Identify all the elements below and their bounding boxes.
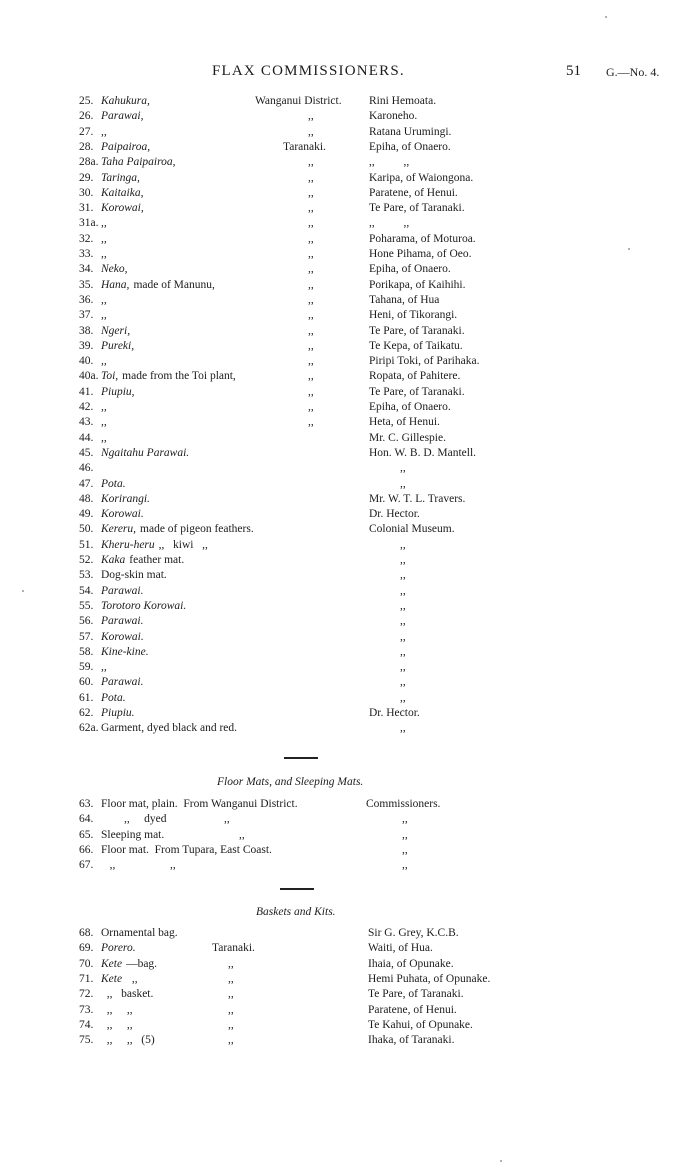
item-number: 53. xyxy=(79,569,94,582)
item-description: made of pigeon feathers. xyxy=(140,523,254,536)
item-number: 32. xyxy=(79,232,94,245)
item-donor: Heni, of Tikorangi. xyxy=(369,309,458,322)
item-donor: ,, ,, xyxy=(369,217,410,230)
item-donor: Heta, of Henui. xyxy=(369,416,440,429)
item-description: Ornamental bag. xyxy=(101,927,178,939)
item-name: ,, xyxy=(101,431,107,444)
item-district: ,, xyxy=(308,339,314,352)
item-name: Torotoro Korowai. xyxy=(101,599,187,612)
item-name: Korowai. xyxy=(101,630,144,643)
item-number: 56. xyxy=(79,615,94,628)
list-item xyxy=(0,957,700,972)
list-item xyxy=(0,568,700,583)
item-number: 36. xyxy=(79,293,94,306)
list-item xyxy=(0,926,700,941)
list-item xyxy=(0,492,700,507)
list-item xyxy=(0,858,700,873)
item-district: ,, xyxy=(228,972,234,985)
item-name: ,, xyxy=(101,416,107,429)
item-district: ,, xyxy=(308,217,314,230)
item-name: ,, xyxy=(101,661,107,674)
list-item xyxy=(0,324,700,339)
item-district: ,, xyxy=(308,385,314,398)
item-description: Floor mat, plain. From Wanganui District. xyxy=(101,798,298,810)
item-number: 27. xyxy=(79,125,94,138)
item-district: ,, xyxy=(308,263,314,276)
item-description: Floor mat. From Tupara, East Coast. xyxy=(101,843,272,856)
list-item xyxy=(0,461,700,476)
item-district: ,, xyxy=(308,401,314,413)
item-name: Pureki, xyxy=(101,339,135,352)
item-number: 26. xyxy=(79,110,94,123)
item-donor: Waiti, of Hua. xyxy=(368,942,433,955)
list-item xyxy=(0,1033,700,1048)
list-item xyxy=(0,446,700,461)
item-name: ,, xyxy=(101,401,107,413)
item-name: Kheru-heru xyxy=(101,538,155,551)
item-description: Garment, dyed black and red. xyxy=(101,722,238,735)
item-name: ,, xyxy=(101,293,107,306)
list-item xyxy=(0,660,700,675)
item-number: 68. xyxy=(79,927,94,939)
list-item xyxy=(0,477,700,492)
list-item xyxy=(0,599,700,614)
item-donor: ,, xyxy=(400,661,406,674)
list-item xyxy=(0,308,700,323)
list-item xyxy=(0,216,700,231)
item-name: Korowai, xyxy=(101,202,144,215)
item-number: 67. xyxy=(79,859,94,872)
item-number: 46. xyxy=(79,462,94,475)
item-number: 59. xyxy=(79,661,94,674)
list-item xyxy=(0,247,700,262)
item-number: 30. xyxy=(79,186,94,199)
section-divider xyxy=(284,757,318,759)
item-donor: Dr. Hector. xyxy=(369,508,420,521)
item-name: Pota. xyxy=(101,691,126,704)
list-item xyxy=(0,109,700,124)
item-donor: Te Pare, of Taranaki. xyxy=(369,202,465,215)
list-item xyxy=(0,94,700,109)
item-description: ,, ,, xyxy=(101,1018,133,1031)
item-district: ,, xyxy=(228,1003,234,1016)
item-donor: Te Pare, of Taranaki. xyxy=(369,324,465,337)
list-item xyxy=(0,538,700,553)
item-district: ,, xyxy=(308,186,314,199)
item-district: ,, xyxy=(308,278,314,291)
item-number: 57. xyxy=(79,630,94,643)
item-description: ,, basket. xyxy=(101,988,154,1001)
item-donor: Paratene, of Henui. xyxy=(369,186,458,199)
item-donor: ,, xyxy=(400,477,406,490)
list-item xyxy=(0,941,700,956)
item-donor: ,, xyxy=(402,813,408,826)
list-item xyxy=(0,201,700,216)
section-divider xyxy=(280,888,314,890)
item-number: 72. xyxy=(79,988,94,1001)
item-name: Kete xyxy=(101,972,123,985)
list-item xyxy=(0,339,700,354)
item-number: 39. xyxy=(79,339,94,352)
item-name: Taringa, xyxy=(101,171,140,184)
list-item xyxy=(0,721,700,736)
item-district: Wanganui District. xyxy=(255,95,342,107)
section-title-baskets: Baskets and Kits. xyxy=(256,906,336,918)
item-donor: Dr. Hector. xyxy=(369,707,420,719)
item-name: Korirangi. xyxy=(101,492,150,505)
list-item xyxy=(0,1003,700,1018)
item-district: ,, xyxy=(308,156,314,169)
item-number: 60. xyxy=(79,676,94,689)
item-donor: ,, xyxy=(402,859,408,872)
item-name: ,, xyxy=(101,125,107,138)
item-name: Ngaitahu Parawai. xyxy=(101,446,190,459)
list-item xyxy=(0,155,700,170)
item-name: Kereru, xyxy=(101,523,137,536)
item-donor: Tahana, of Hua xyxy=(369,293,440,306)
paper-speck xyxy=(628,248,630,250)
item-district: ,, xyxy=(308,370,314,383)
item-number: 75. xyxy=(79,1034,94,1047)
list-item xyxy=(0,232,700,247)
item-name: Piupiu. xyxy=(101,707,135,719)
item-number: 31a. xyxy=(79,217,99,230)
item-district: ,, xyxy=(228,988,234,1001)
item-number: 40a. xyxy=(79,370,99,383)
item-number: 54. xyxy=(79,584,94,597)
item-number: 28. xyxy=(79,140,94,153)
item-donor: Piripi Toki, of Parihaka. xyxy=(369,355,480,368)
list-item xyxy=(0,385,700,400)
item-donor: Mr. C. Gillespie. xyxy=(369,431,446,444)
item-donor: ,, xyxy=(402,843,408,856)
item-district: ,, xyxy=(308,324,314,337)
item-name: Parawai, xyxy=(101,110,144,123)
list-item xyxy=(0,972,700,987)
item-donor: Hon. W. B. D. Mantell. xyxy=(369,446,477,459)
item-number: 63. xyxy=(79,798,94,810)
item-name: Ngeri, xyxy=(101,324,131,337)
item-district: ,, xyxy=(228,1018,234,1031)
item-district: ,, xyxy=(228,1034,234,1047)
item-district: ,, xyxy=(228,957,234,970)
item-donor: ,, xyxy=(400,554,406,566)
item-donor: Epiha, of Onaero. xyxy=(369,401,451,413)
list-item xyxy=(0,186,700,201)
item-district: ,, xyxy=(308,355,314,368)
item-name: Parawai. xyxy=(101,615,144,628)
item-description: ,, ,, xyxy=(101,1003,133,1016)
paper-speck xyxy=(22,590,24,592)
item-number: 62. xyxy=(79,707,94,719)
item-number: 74. xyxy=(79,1018,94,1031)
item-name: ,, xyxy=(101,232,107,245)
item-district: ,, xyxy=(308,309,314,322)
item-description: ,, dyed ,, xyxy=(101,813,230,826)
item-donor: Paratene, of Henui. xyxy=(368,1003,457,1016)
item-description: made from the Toi plant, xyxy=(122,370,236,383)
item-donor: ,, xyxy=(400,691,406,704)
item-number: 66. xyxy=(79,843,94,856)
list-item xyxy=(0,630,700,645)
item-donor: Te Pare, of Taranaki. xyxy=(369,385,465,398)
item-number: 51. xyxy=(79,538,94,551)
list-item xyxy=(0,522,700,537)
item-number: 28a. xyxy=(79,156,99,169)
item-donor: Poharama, of Moturoa. xyxy=(369,232,476,245)
item-number: 62a. xyxy=(79,722,99,735)
item-description: Dog-skin mat. xyxy=(101,569,167,582)
item-donor: Epiha, of Onaero. xyxy=(369,263,451,276)
item-donor: Commissioners. xyxy=(366,798,441,810)
list-item xyxy=(0,431,700,446)
item-name: Porero. xyxy=(101,942,136,955)
item-donor: Karoneho. xyxy=(369,110,418,123)
item-number: 43. xyxy=(79,416,94,429)
list-item xyxy=(0,614,700,629)
item-description: Sleeping mat. ,, xyxy=(101,828,245,841)
item-donor: ,, xyxy=(400,569,406,582)
item-name: Kete xyxy=(101,957,123,970)
list-item xyxy=(0,293,700,308)
item-donor: Ihaka, of Taranaki. xyxy=(368,1034,455,1047)
item-number: 37. xyxy=(79,309,94,322)
item-donor: Colonial Museum. xyxy=(369,523,455,536)
item-name: ,, xyxy=(101,248,107,260)
item-number: 34. xyxy=(79,263,94,276)
item-name: Parawai. xyxy=(101,584,144,597)
item-district: Taranaki. xyxy=(212,942,255,955)
item-district: Taranaki. xyxy=(283,140,326,153)
item-description: made of Manunu, xyxy=(133,278,215,291)
list-item xyxy=(0,400,700,415)
item-donor: ,, xyxy=(400,599,406,612)
list-item xyxy=(0,507,700,522)
item-district: ,, xyxy=(308,416,314,429)
list-item xyxy=(0,675,700,690)
list-item xyxy=(0,125,700,140)
item-district: ,, xyxy=(308,171,314,184)
item-district: ,, xyxy=(308,125,314,138)
item-donor: Te Kahui, of Opunake. xyxy=(368,1018,473,1031)
item-name: Kaitaika, xyxy=(101,186,144,199)
item-number: 58. xyxy=(79,645,94,658)
item-number: 70. xyxy=(79,957,94,970)
item-number: 64. xyxy=(79,813,94,826)
item-description: —bag. xyxy=(126,957,158,970)
item-name: ,, xyxy=(101,355,107,368)
item-name: Piupiu, xyxy=(101,385,135,398)
list-item xyxy=(0,278,700,293)
item-number: 73. xyxy=(79,1003,94,1016)
item-number: 25. xyxy=(79,95,94,107)
item-name: Pota. xyxy=(101,477,126,490)
item-donor: Te Kepa, of Taikatu. xyxy=(369,339,463,352)
item-name: Neko, xyxy=(101,263,128,276)
item-donor: Mr. W. T. L. Travers. xyxy=(369,492,466,505)
list-item xyxy=(0,706,700,721)
paper-speck xyxy=(605,16,607,18)
item-donor: ,, xyxy=(400,584,406,597)
list-item xyxy=(0,691,700,706)
item-number: 38. xyxy=(79,324,94,337)
item-number: 35. xyxy=(79,278,94,291)
item-number: 33. xyxy=(79,248,94,260)
item-donor: Ratana Urumingi. xyxy=(369,125,452,138)
item-name: Kahukura, xyxy=(101,95,150,107)
list-item xyxy=(0,987,700,1002)
item-district: ,, xyxy=(308,293,314,306)
item-donor: Epiha, of Onaero. xyxy=(369,140,451,153)
list-item xyxy=(0,843,700,858)
item-number: 50. xyxy=(79,523,94,536)
document-reference: G.—No. 4. xyxy=(606,65,660,79)
item-name: ,, xyxy=(101,309,107,322)
item-number: 45. xyxy=(79,446,94,459)
item-number: 61. xyxy=(79,691,94,704)
list-item xyxy=(0,171,700,186)
item-number: 41. xyxy=(79,385,94,398)
list-item xyxy=(0,140,700,155)
item-name: ,, xyxy=(101,217,107,230)
list-item xyxy=(0,369,700,384)
item-donor: Sir G. Grey, K.C.B. xyxy=(368,927,459,939)
item-name: Hana, xyxy=(101,278,130,291)
list-item xyxy=(0,645,700,660)
item-description: ,, ,, xyxy=(101,859,176,872)
item-donor: Hone Pihama, of Oeo. xyxy=(369,248,472,260)
item-donor: Ihaia, of Opunake. xyxy=(368,957,454,970)
page-title: FLAX COMMISSIONERS. xyxy=(212,63,405,79)
item-district: ,, xyxy=(308,248,314,260)
item-number: 71. xyxy=(79,972,94,985)
list-item xyxy=(0,354,700,369)
item-number: 31. xyxy=(79,202,94,215)
list-item xyxy=(0,262,700,277)
item-donor: Ropata, of Pahitere. xyxy=(369,370,461,383)
item-donor: Te Pare, of Taranaki. xyxy=(368,988,464,1001)
item-description: ,, kiwi ,, xyxy=(158,538,208,551)
item-number: 48. xyxy=(79,492,94,505)
item-number: 52. xyxy=(79,554,94,566)
list-item xyxy=(0,797,700,812)
item-donor: ,, xyxy=(400,615,406,628)
paper-speck xyxy=(500,1160,502,1162)
item-donor: ,, xyxy=(400,538,406,551)
list-item xyxy=(0,584,700,599)
item-number: 42. xyxy=(79,401,94,413)
item-donor: ,, xyxy=(400,645,406,658)
page-number: 51 xyxy=(566,63,581,79)
item-name: Taha Paipairoa, xyxy=(101,156,176,169)
item-description: ,, ,, (5) xyxy=(101,1034,155,1047)
item-name: Toi, xyxy=(101,370,119,383)
item-number: 65. xyxy=(79,828,94,841)
list-item xyxy=(0,553,700,568)
list-item xyxy=(0,812,700,827)
item-description: ,, xyxy=(126,972,138,985)
item-donor: Rini Hemoata. xyxy=(369,95,437,107)
item-donor: Porikapa, of Kaihihi. xyxy=(369,278,466,291)
item-district: ,, xyxy=(308,202,314,215)
item-number: 47. xyxy=(79,477,94,490)
item-number: 29. xyxy=(79,171,94,184)
item-number: 40. xyxy=(79,355,94,368)
item-name: Parawai. xyxy=(101,676,144,689)
item-donor: ,, xyxy=(400,462,406,475)
item-donor: ,, ,, xyxy=(369,156,410,169)
item-name: Kine-kine. xyxy=(101,645,149,658)
item-number: 55. xyxy=(79,599,94,612)
item-district: ,, xyxy=(308,110,314,123)
item-name: Paipairoa, xyxy=(101,140,151,153)
list-item xyxy=(0,415,700,430)
item-donor: ,, xyxy=(402,828,408,841)
item-name: Korowai. xyxy=(101,508,144,521)
item-donor: Hemi Puhata, of Opunake. xyxy=(368,972,491,985)
list-item xyxy=(0,828,700,843)
item-description: feather mat. xyxy=(129,554,185,566)
item-donor: ,, xyxy=(400,630,406,643)
item-number: 49. xyxy=(79,508,94,521)
section-title-floor-mats: Floor Mats, and Sleeping Mats. xyxy=(217,776,364,788)
list-item xyxy=(0,1018,700,1033)
item-donor: Karipa, of Waiongona. xyxy=(369,171,474,184)
item-district: ,, xyxy=(308,232,314,245)
item-name: Kaka xyxy=(101,554,126,566)
item-donor: ,, xyxy=(400,676,406,689)
item-number: 44. xyxy=(79,431,94,444)
item-donor: ,, xyxy=(400,722,406,735)
item-number: 69. xyxy=(79,942,94,955)
